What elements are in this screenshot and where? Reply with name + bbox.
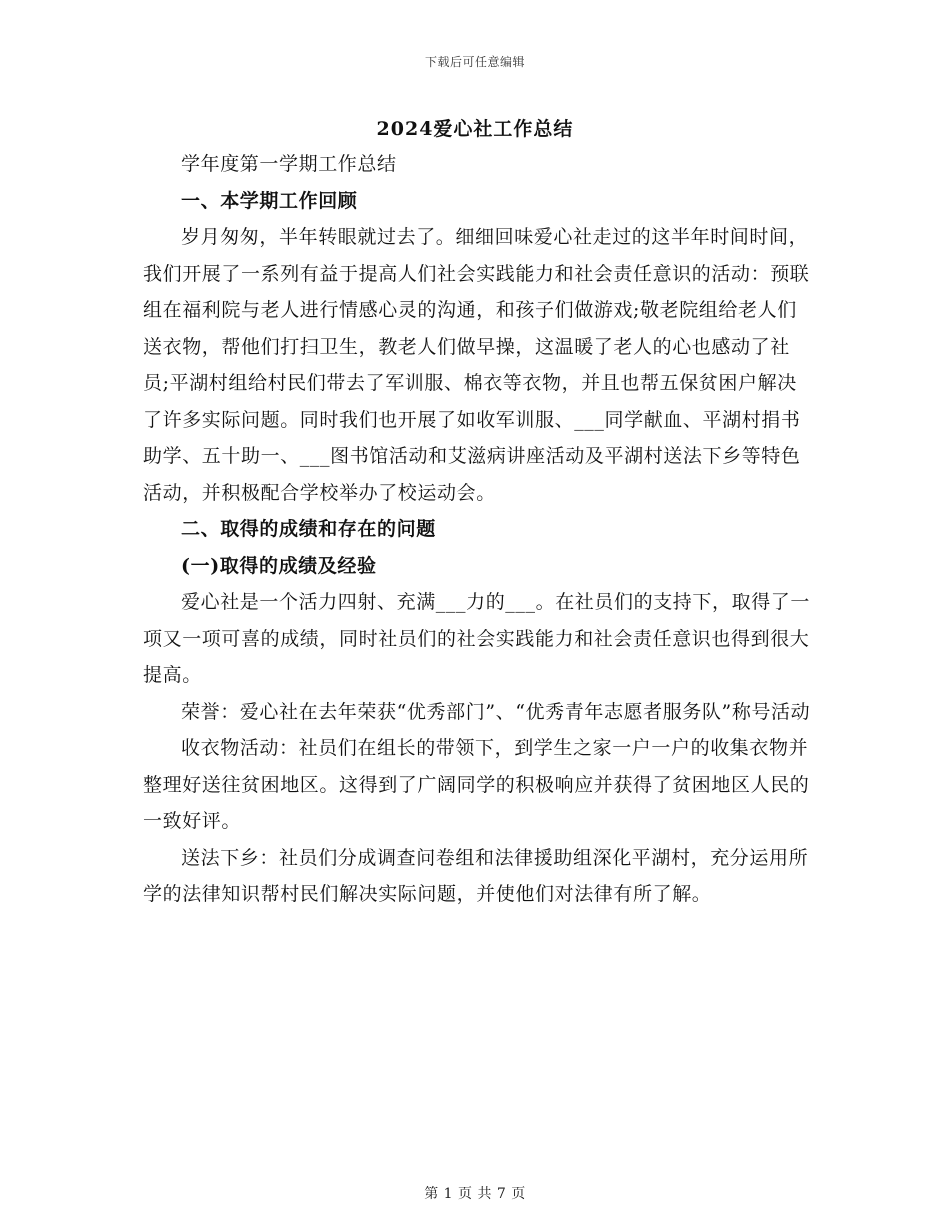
paragraph-clothing-drive: 收衣物活动：社员们在组长的带领下，到学生之家一户一户的收集衣物并整理好送往贫困地区。这得到了广阔同学的积极响应并获得了贫困地区人民的一致好评。 [143,737,810,832]
document-title: 2024爱心社工作总结 [376,118,574,140]
section-heading-review: 一、本学期工作回顾 [181,189,358,212]
subsection-heading-achievements: (一)取得的成绩及经验 [181,554,377,577]
paragraph-achievements: 爱心社是一个活力四射、充满___力的___。在社员们的支持下，取得了一项又一项可喜的成绩，同时社员们的社会实践能力和社会责任意识也得到很大提高。 [143,591,811,686]
subtitle-paragraph: 学年度第一学期工作总结 [181,153,397,175]
document-body [143,146,811,913]
page-number: 第 1 页 共 7 页 [424,1186,526,1202]
section-heading-results: 二、取得的成绩和存在的问题 [181,518,436,540]
paragraph-honors: 荣誉：爱心社在去年荣获“优秀部门”、“优秀青年志愿者服务队”称号活动 [181,700,811,723]
paragraph-review: 岁月匆匆，半年转眼就过去了。细细回味爱心社走过的这半年时间时间，我们开展了一系列有益于提高人们社会实践能力和社会责任意识的活动：预联组在福利院与老人进行情感心灵的沟通，和孩子们做游戏;敬老院组给老人们送衣物，帮他们打扫卫生，教老人们做早操，这温暖了老人的心也感动了社员;平湖村组给村民们带去了军训服、棉衣等衣物，并且也帮五保贫困户解决了许多实际问题。同时我们也开展了如收军训服、___同学献血、平湖村捐书助学、五十助一、___图书馆活动和艾滋病讲座活动及平湖村送法下乡等特色活动，并积极配合学校举办了校运动会。 [143,226,810,504]
paragraph-legal-outreach: 送法下乡：社员们分成调查问卷组和法律援助组深化平湖村，充分运用所学的法律知识帮村民们解决实际问题，并使他们对法律有所了解。 [143,846,809,905]
download-note: 下载后可任意编辑 [424,55,525,69]
